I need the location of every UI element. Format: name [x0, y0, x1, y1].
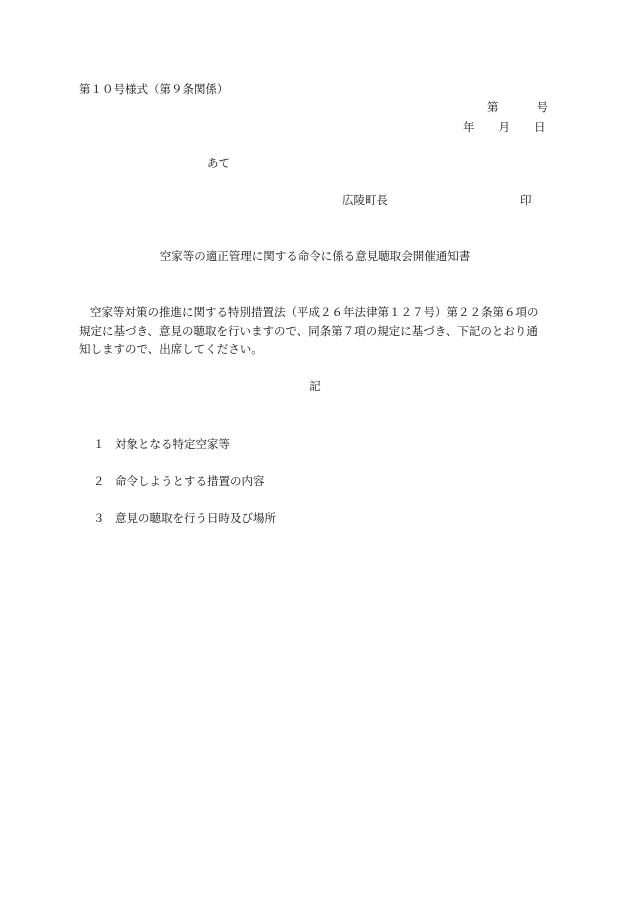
form-label: 第１０号様式（第９条関係）: [79, 82, 229, 96]
number-prefix: 第: [487, 100, 499, 114]
document-title: 空家等の適正管理に関する命令に係る意見聴取会開催通知書: [159, 249, 471, 263]
item-number: ３: [93, 511, 105, 525]
body-line: 空家等対策の推進に関する特別措置法（平成２６年法律第１２７号）第２２条第６項の: [90, 305, 539, 319]
body-line: 規定に基づき、意見の聴取を行いますので、同条第７項の規定に基づき、下記のとおり通: [79, 323, 538, 338]
date-year: 年: [463, 120, 475, 134]
issuer-name: 広陵町長: [342, 193, 388, 207]
document-number: [487, 99, 548, 115]
list-item: [93, 510, 276, 526]
document-date: [463, 119, 546, 135]
issuer: [342, 192, 532, 208]
list-item: [93, 473, 265, 489]
body-line: 知しますので、出席してください。: [79, 342, 263, 357]
list-item: [93, 436, 230, 452]
item-text: 対象となる特定空家等: [115, 437, 230, 451]
item-text: 意見の聴取を行う日時及び場所: [115, 511, 276, 525]
date-month: 月: [498, 120, 510, 134]
ki-heading: 記: [309, 379, 321, 393]
number-suffix: 号: [536, 100, 548, 114]
item-number: １: [93, 437, 105, 451]
date-day: 日: [534, 120, 546, 134]
body-paragraph: [79, 303, 549, 359]
item-text: 命令しようとする措置の内容: [115, 474, 265, 488]
item-number: ２: [93, 474, 105, 488]
addressee: あて: [207, 156, 230, 170]
seal-mark: 印: [520, 193, 532, 207]
